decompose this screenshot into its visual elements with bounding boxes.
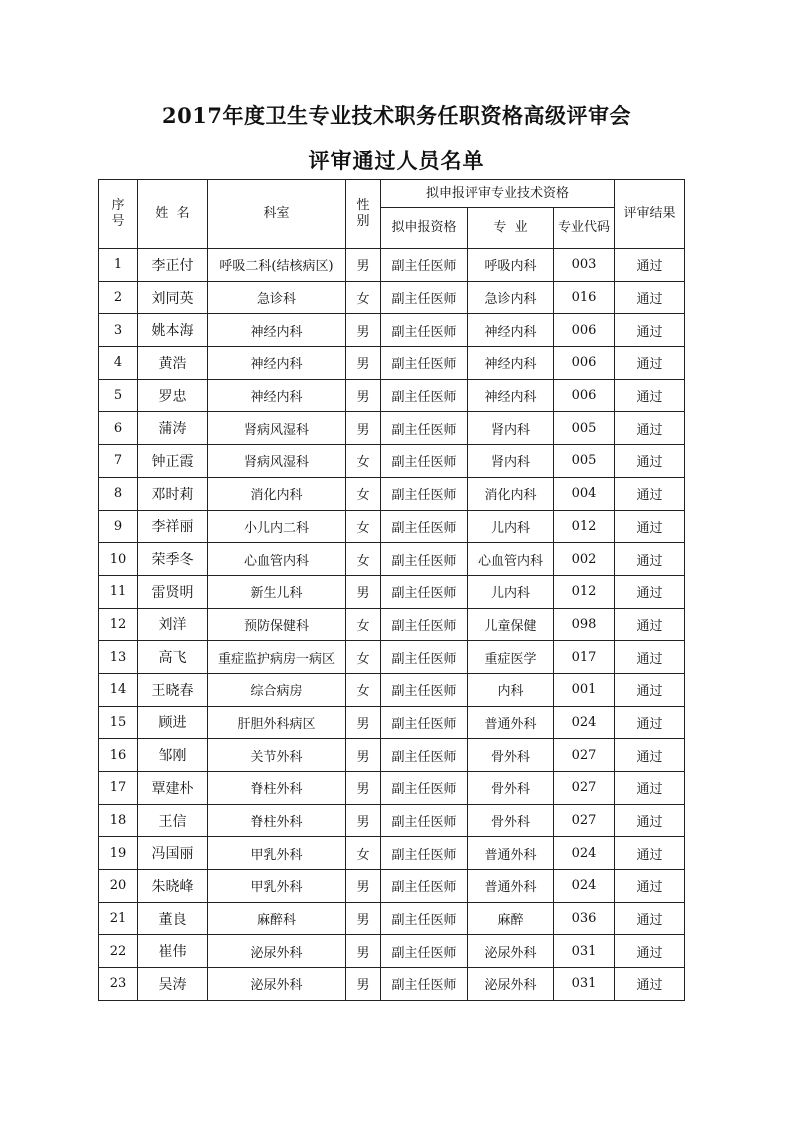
cell-dept: 神经内科 [208, 379, 346, 412]
cell-qualification: 副主任医师 [381, 772, 468, 805]
table-row [99, 281, 685, 314]
table-row [99, 837, 685, 870]
cell-seq: 9 [99, 510, 138, 543]
cell-seq: 4 [99, 347, 138, 380]
cell-specialty: 骨外科 [468, 772, 554, 805]
header-code: 专业代码 [554, 208, 615, 249]
cell-gender: 男 [346, 314, 381, 347]
cell-gender: 男 [346, 968, 381, 1001]
document-subtitle: 评审通过人员名单 [308, 148, 485, 173]
cell-gender: 女 [346, 510, 381, 543]
header-qualification-group: 拟申报评审专业技术资格 [381, 180, 615, 208]
cell-qualification: 副主任医师 [381, 510, 468, 543]
cell-result: 通过 [615, 510, 685, 543]
cell-specialty: 肾内科 [468, 445, 554, 478]
cell-dept: 预防保健科 [208, 608, 346, 641]
cell-result: 通过 [615, 477, 685, 510]
cell-dept: 重症监护病房一病区 [208, 641, 346, 674]
cell-code: 006 [554, 379, 615, 412]
cell-gender: 女 [346, 543, 381, 576]
table-row [99, 870, 685, 903]
cell-result: 通过 [615, 968, 685, 1001]
cell-dept: 肝胆外科病区 [208, 706, 346, 739]
cell-result: 通过 [615, 575, 685, 608]
cell-name: 雷贤明 [138, 575, 208, 608]
cell-specialty: 麻醉 [468, 902, 554, 935]
header-result: 评审结果 [615, 180, 685, 249]
cell-name: 王信 [138, 804, 208, 837]
cell-name: 罗忠 [138, 379, 208, 412]
table-row [99, 249, 685, 282]
document-title: 2017年度卫生专业技术职务任职资格高级评审会 [162, 103, 631, 128]
cell-code: 017 [554, 641, 615, 674]
cell-name: 钟正霞 [138, 445, 208, 478]
cell-qualification: 副主任医师 [381, 739, 468, 772]
cell-qualification: 副主任医师 [381, 935, 468, 968]
cell-seq: 1 [99, 249, 138, 282]
cell-name: 李正付 [138, 249, 208, 282]
table-row [99, 772, 685, 805]
cell-seq: 17 [99, 772, 138, 805]
cell-result: 通过 [615, 379, 685, 412]
cell-specialty: 神经内科 [468, 379, 554, 412]
cell-qualification: 副主任医师 [381, 968, 468, 1001]
cell-code: 036 [554, 902, 615, 935]
cell-qualification: 副主任医师 [381, 281, 468, 314]
cell-qualification: 副主任医师 [381, 641, 468, 674]
cell-seq: 15 [99, 706, 138, 739]
cell-dept: 脊柱外科 [208, 804, 346, 837]
cell-gender: 男 [346, 870, 381, 903]
cell-specialty: 泌尿外科 [468, 968, 554, 1001]
cell-name: 朱晓峰 [138, 870, 208, 903]
cell-qualification: 副主任医师 [381, 902, 468, 935]
cell-result: 通过 [615, 739, 685, 772]
cell-gender: 男 [346, 935, 381, 968]
cell-seq: 3 [99, 314, 138, 347]
cell-seq: 5 [99, 379, 138, 412]
cell-name: 顾进 [138, 706, 208, 739]
cell-seq: 11 [99, 575, 138, 608]
cell-code: 027 [554, 804, 615, 837]
table-row [99, 543, 685, 576]
approved-personnel-table [98, 179, 685, 1001]
cell-seq: 23 [99, 968, 138, 1001]
cell-gender: 女 [346, 445, 381, 478]
header-qualification: 拟申报资格 [381, 208, 468, 249]
table-row [99, 902, 685, 935]
cell-seq: 19 [99, 837, 138, 870]
cell-gender: 男 [346, 739, 381, 772]
cell-result: 通过 [615, 935, 685, 968]
cell-name: 董良 [138, 902, 208, 935]
cell-dept: 消化内科 [208, 477, 346, 510]
cell-result: 通过 [615, 543, 685, 576]
cell-name: 邹刚 [138, 739, 208, 772]
cell-name: 邓时莉 [138, 477, 208, 510]
header-dept: 科室 [208, 180, 346, 249]
table-row [99, 706, 685, 739]
cell-qualification: 副主任医师 [381, 608, 468, 641]
cell-dept: 脊柱外科 [208, 772, 346, 805]
cell-seq: 12 [99, 608, 138, 641]
cell-qualification: 副主任医师 [381, 575, 468, 608]
cell-specialty: 泌尿外科 [468, 935, 554, 968]
cell-name: 吴涛 [138, 968, 208, 1001]
cell-specialty: 普通外科 [468, 870, 554, 903]
cell-qualification: 副主任医师 [381, 412, 468, 445]
cell-name: 黄浩 [138, 347, 208, 380]
cell-name: 冯国丽 [138, 837, 208, 870]
cell-gender: 女 [346, 673, 381, 706]
cell-seq: 14 [99, 673, 138, 706]
table-row [99, 412, 685, 445]
cell-gender: 男 [346, 347, 381, 380]
cell-code: 001 [554, 673, 615, 706]
cell-name: 荣季冬 [138, 543, 208, 576]
cell-code: 027 [554, 772, 615, 805]
table-row [99, 641, 685, 674]
cell-seq: 2 [99, 281, 138, 314]
cell-qualification: 副主任医师 [381, 445, 468, 478]
cell-name: 覃建朴 [138, 772, 208, 805]
table-row [99, 804, 685, 837]
cell-seq: 22 [99, 935, 138, 968]
cell-gender: 女 [346, 641, 381, 674]
cell-gender: 男 [346, 249, 381, 282]
cell-result: 通过 [615, 837, 685, 870]
cell-gender: 男 [346, 412, 381, 445]
cell-qualification: 副主任医师 [381, 347, 468, 380]
cell-result: 通过 [615, 249, 685, 282]
cell-qualification: 副主任医师 [381, 249, 468, 282]
cell-gender: 男 [346, 804, 381, 837]
cell-specialty: 神经内科 [468, 347, 554, 380]
cell-qualification: 副主任医师 [381, 477, 468, 510]
cell-code: 098 [554, 608, 615, 641]
table-row [99, 575, 685, 608]
cell-seq: 13 [99, 641, 138, 674]
header-seq: 序号 [99, 180, 138, 249]
cell-seq: 6 [99, 412, 138, 445]
cell-result: 通过 [615, 608, 685, 641]
cell-code: 006 [554, 347, 615, 380]
table-row [99, 314, 685, 347]
cell-name: 刘同英 [138, 281, 208, 314]
cell-code: 012 [554, 510, 615, 543]
table-row [99, 608, 685, 641]
cell-result: 通过 [615, 706, 685, 739]
cell-qualification: 副主任医师 [381, 379, 468, 412]
cell-code: 003 [554, 249, 615, 282]
cell-result: 通过 [615, 281, 685, 314]
cell-qualification: 副主任医师 [381, 804, 468, 837]
cell-code: 024 [554, 837, 615, 870]
cell-qualification: 副主任医师 [381, 706, 468, 739]
cell-gender: 男 [346, 379, 381, 412]
cell-code: 027 [554, 739, 615, 772]
cell-gender: 女 [346, 608, 381, 641]
cell-name: 高飞 [138, 641, 208, 674]
cell-dept: 小儿内二科 [208, 510, 346, 543]
table-row [99, 379, 685, 412]
table-row [99, 477, 685, 510]
header-name: 姓 名 [138, 180, 208, 249]
cell-result: 通过 [615, 641, 685, 674]
cell-specialty: 心血管内科 [468, 543, 554, 576]
cell-specialty: 内科 [468, 673, 554, 706]
cell-specialty: 骨外科 [468, 804, 554, 837]
cell-dept: 肾病风湿科 [208, 445, 346, 478]
cell-code: 004 [554, 477, 615, 510]
table-row [99, 739, 685, 772]
cell-dept: 泌尿外科 [208, 968, 346, 1001]
cell-specialty: 普通外科 [468, 706, 554, 739]
cell-specialty: 呼吸内科 [468, 249, 554, 282]
cell-result: 通过 [615, 902, 685, 935]
cell-name: 蒲涛 [138, 412, 208, 445]
table-row [99, 510, 685, 543]
cell-dept: 甲乳外科 [208, 837, 346, 870]
table-body [99, 249, 685, 1001]
cell-code: 005 [554, 445, 615, 478]
header-gender: 性别 [346, 180, 381, 249]
cell-qualification: 副主任医师 [381, 543, 468, 576]
cell-name: 崔伟 [138, 935, 208, 968]
cell-code: 006 [554, 314, 615, 347]
table-row [99, 445, 685, 478]
cell-dept: 呼吸二科(结核病区) [208, 249, 346, 282]
header-specialty: 专 业 [468, 208, 554, 249]
cell-result: 通过 [615, 870, 685, 903]
cell-gender: 男 [346, 902, 381, 935]
cell-seq: 21 [99, 902, 138, 935]
table-row [99, 347, 685, 380]
cell-specialty: 重症医学 [468, 641, 554, 674]
cell-gender: 男 [346, 575, 381, 608]
cell-result: 通过 [615, 673, 685, 706]
cell-gender: 男 [346, 706, 381, 739]
cell-dept: 麻醉科 [208, 902, 346, 935]
cell-specialty: 神经内科 [468, 314, 554, 347]
cell-result: 通过 [615, 804, 685, 837]
cell-dept: 神经内科 [208, 314, 346, 347]
cell-code: 012 [554, 575, 615, 608]
cell-dept: 关节外科 [208, 739, 346, 772]
cell-seq: 18 [99, 804, 138, 837]
cell-name: 姚本海 [138, 314, 208, 347]
cell-code: 031 [554, 968, 615, 1001]
cell-specialty: 急诊内科 [468, 281, 554, 314]
cell-specialty: 儿内科 [468, 510, 554, 543]
cell-qualification: 副主任医师 [381, 673, 468, 706]
cell-seq: 7 [99, 445, 138, 478]
cell-seq: 10 [99, 543, 138, 576]
cell-seq: 8 [99, 477, 138, 510]
cell-gender: 女 [346, 477, 381, 510]
cell-qualification: 副主任医师 [381, 870, 468, 903]
cell-code: 002 [554, 543, 615, 576]
cell-gender: 女 [346, 837, 381, 870]
cell-specialty: 儿内科 [468, 575, 554, 608]
table-row [99, 673, 685, 706]
cell-code: 031 [554, 935, 615, 968]
cell-qualification: 副主任医师 [381, 837, 468, 870]
cell-qualification: 副主任医师 [381, 314, 468, 347]
cell-result: 通过 [615, 347, 685, 380]
cell-result: 通过 [615, 772, 685, 805]
cell-gender: 男 [346, 772, 381, 805]
cell-dept: 新生儿科 [208, 575, 346, 608]
table-row [99, 935, 685, 968]
cell-specialty: 普通外科 [468, 837, 554, 870]
cell-code: 005 [554, 412, 615, 445]
cell-gender: 女 [346, 281, 381, 314]
cell-code: 024 [554, 706, 615, 739]
cell-name: 王晓春 [138, 673, 208, 706]
cell-specialty: 儿童保健 [468, 608, 554, 641]
cell-code: 024 [554, 870, 615, 903]
cell-name: 刘洋 [138, 608, 208, 641]
cell-specialty: 肾内科 [468, 412, 554, 445]
cell-result: 通过 [615, 314, 685, 347]
cell-dept: 神经内科 [208, 347, 346, 380]
cell-result: 通过 [615, 412, 685, 445]
cell-name: 李祥丽 [138, 510, 208, 543]
cell-dept: 甲乳外科 [208, 870, 346, 903]
cell-specialty: 消化内科 [468, 477, 554, 510]
table-row [99, 968, 685, 1001]
cell-seq: 16 [99, 739, 138, 772]
cell-result: 通过 [615, 445, 685, 478]
cell-dept: 综合病房 [208, 673, 346, 706]
cell-dept: 心血管内科 [208, 543, 346, 576]
cell-code: 016 [554, 281, 615, 314]
cell-seq: 20 [99, 870, 138, 903]
cell-specialty: 骨外科 [468, 739, 554, 772]
cell-dept: 泌尿外科 [208, 935, 346, 968]
cell-dept: 急诊科 [208, 281, 346, 314]
cell-dept: 肾病风湿科 [208, 412, 346, 445]
